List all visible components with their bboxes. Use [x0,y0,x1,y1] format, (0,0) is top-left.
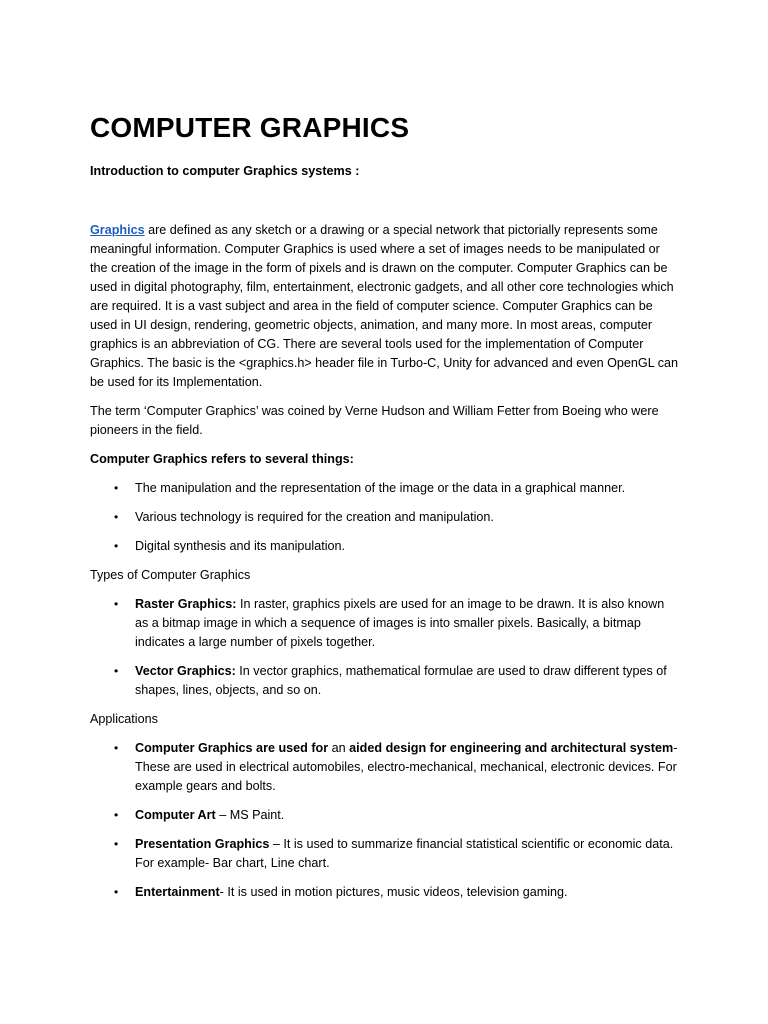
applications-heading: Applications [90,712,158,726]
bullet-icon: • [114,481,119,495]
list-item-term: Vector Graphics: [135,664,236,678]
list-item-term: Raster Graphics: [135,597,237,611]
refers-list [90,479,680,556]
types-list [90,595,680,700]
intro-text: are defined as any sketch or a drawing or a special network that pictorially represents some meaningful information. Computer Graphics is used where a set of images needs to be manipulated or the creation of the image in the form of pixels and is drawn on the computer. Computer Graphics can be used in digital photography, film, entertainment, electronic gadgets, and all other core technologies which are required. It is a vast subject and area in the field of computer science. Computer Graphics can be used in UI design, rendering, geometric objects, animation, and many more. In most areas, computer graphics is an abbreviation of CG. There are several tools used for the implementation of Computer Graphics. The basic is the <graphics.h> header file in Turbo-C, Unity for advanced and even OpenGL can be used for its Implementation. [90,223,679,389]
bullet-icon: • [114,510,119,524]
intro-subtitle: Introduction to computer Graphics systems : [90,164,360,178]
list-item-term: Computer Art [135,808,216,822]
list-item-term: Computer Graphics are used for [135,741,329,755]
list-item: • Computer Art – MS Paint. [90,806,680,825]
list-item: • Vector Graphics: In vector graphics, mathematical formulae are used to draw different types of shapes, lines, objects, and so on. [114,664,667,697]
refers-heading: Computer Graphics refers to several things: [90,452,354,466]
term-paragraph: The term ‘Computer Graphics’ was coined by Verne Hudson and William Fetter from Boeing who were pioneers in the field. [90,404,659,437]
list-item: • The manipulation and the representation of the image or the data in a graphical manner. [90,479,680,498]
list-item-term: aided design for engineering and architectural system [349,741,674,755]
list-item: • Entertainment- It is used in motion pictures, music videos, television gaming. [90,883,680,902]
graphics-link[interactable]: Graphics [90,223,145,237]
list-item: • Digital synthesis and its manipulation. [90,537,680,556]
list-item: • Various technology is required for the creation and manipulation. [90,508,680,527]
bullet-icon: • [114,808,119,822]
list-item-term: Presentation Graphics [135,837,270,851]
document-body [90,221,680,912]
list-item: • Presentation Graphics – It is used to summarize financial statistical scientific or economic data. For example- Bar chart, Line chart. [114,837,674,870]
bullet-icon: • [114,539,119,553]
list-item: • Computer Graphics are used for an aided design for engineering and architectural system- These are used in electrical automobiles, electro-mechanical, mechanical, electronic devices. For example gears and bolts. [114,741,678,793]
list-item: • Raster Graphics: In raster, graphics pixels are used for an image to be drawn. It is also known as a bitmap image in which a sequence of images is into smaller pixels. Basically, a bitmap indicates a large number of pixels together. [114,597,665,649]
list-item-term: Entertainment [135,885,220,899]
intro-paragraph [90,221,680,392]
bullet-icon: • [114,597,119,611]
bullet-icon: • [114,664,119,678]
bullet-icon: • [114,741,119,755]
applications-list [90,739,680,902]
page-title: COMPUTER GRAPHICS [90,112,410,143]
bullet-icon: • [114,885,119,899]
types-heading: Types of Computer Graphics [90,568,251,582]
bullet-icon: • [114,837,119,851]
